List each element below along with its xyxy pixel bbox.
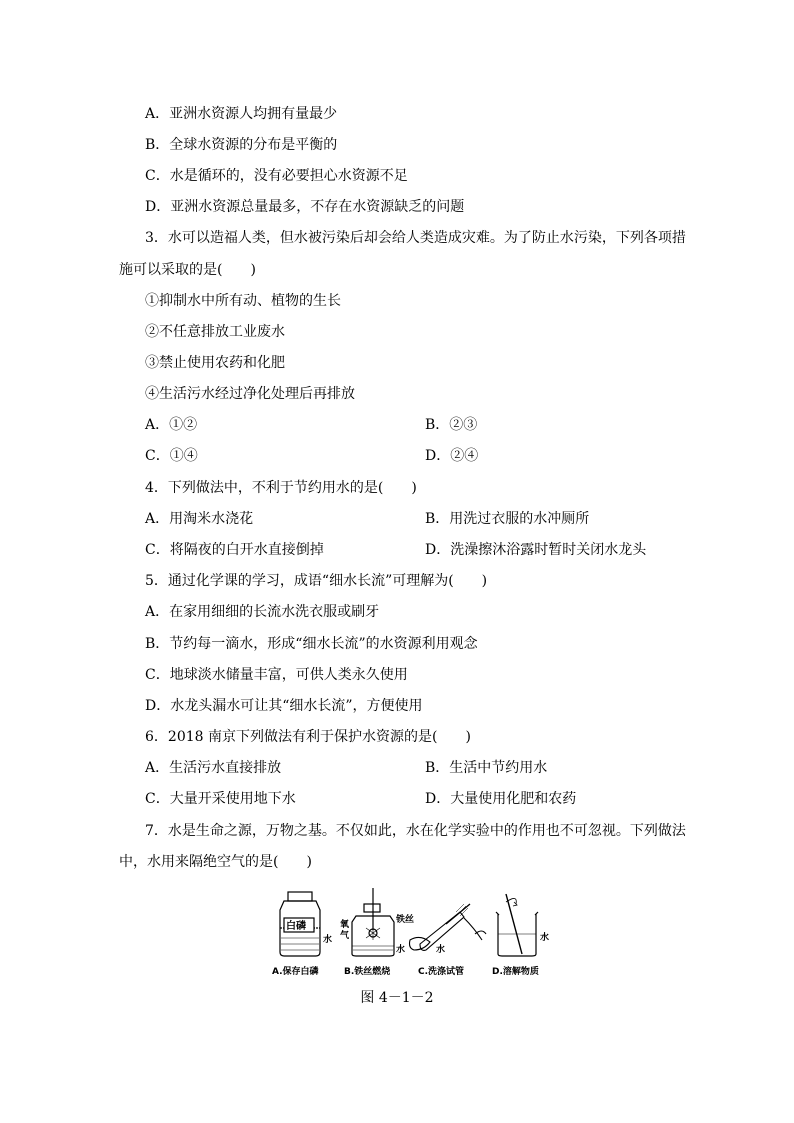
q3-item-1: ①抑制水中所有动、植物的生长 (145, 293, 341, 309)
gas-jar-apparatus (352, 888, 394, 956)
q6-option-b: B．生活中节约用水 (425, 760, 548, 776)
fig-label-water-d: 水 (540, 933, 550, 943)
q5-option-b: B．节约每一滴水，形成“细水长流”的水资源利用观念 (145, 636, 478, 652)
experiment-figure (270, 888, 560, 978)
q3-stem-line1: 3．水可以造福人类，但水被污染后却会给人类造成灾难。为了防止水污染，下列各项措 (145, 230, 686, 246)
fig-label-iron-wire: 铁丝 (396, 915, 415, 925)
q6-option-d: D．大量使用化肥和农药 (425, 791, 577, 807)
fig-label-bailin: 白磷 (286, 921, 306, 932)
q3-option-c: C．①④ (145, 448, 198, 464)
q6-option-c: C．大量开采使用地下水 (145, 791, 296, 807)
q2-option-c: C．水是循环的，没有必要担心水资源不足 (145, 168, 408, 184)
figure-number: 图 4－1－2 (360, 990, 434, 1006)
beaker-apparatus (496, 894, 538, 956)
fig-caption-d: D.溶解物质 (492, 967, 539, 977)
q5-option-d: D．水龙头漏水可让其“细水长流”，方便使用 (145, 698, 423, 714)
fig-label-water-a: 水 (323, 935, 333, 945)
q2-option-a: A．亚洲水资源人均拥有量最少 (145, 106, 338, 122)
q7-stem-line1: 7．水是生命之源，万物之基。不仅如此，水在化学实验中的作用也不可忽视。下列做法 (145, 823, 686, 839)
fig-label-oxygen-2: 气 (340, 931, 350, 941)
fig-label-oxygen-1: 氧 (340, 920, 350, 930)
test-tube-apparatus (410, 904, 487, 950)
q4-option-c: C．将隔夜的白开水直接倒掉 (145, 542, 324, 558)
q3-option-d: D．②④ (425, 448, 479, 464)
q3-option-a: A．①② (145, 417, 198, 433)
fig-caption-c: C.洗涤试管 (418, 967, 465, 977)
q3-option-b: B．②③ (425, 417, 478, 433)
experiment-illustration (270, 888, 560, 978)
q3-item-3: ③禁止使用农药和化肥 (145, 355, 285, 371)
q6-stem: 6．2018 南京下列做法有利于保护水资源的是( ) (145, 729, 471, 745)
q4-option-d: D．洗澡擦沐浴露时暂时关闭水龙头 (425, 542, 647, 558)
fig-caption-a: A.保存白磷 (272, 967, 319, 977)
q4-option-a: A．用淘米水浇花 (145, 511, 254, 527)
q4-option-b: B．用洗过衣服的水冲厕所 (425, 511, 590, 527)
fig-label-water-b: 水 (396, 945, 406, 955)
q3-item-2: ②不任意排放工业废水 (145, 324, 285, 340)
q6-option-a: A．生活污水直接排放 (145, 760, 282, 776)
q3-stem-line2: 施可以采取的是( ) (119, 262, 256, 278)
q3-item-4: ④生活污水经过净化处理后再排放 (145, 386, 355, 402)
q4-stem: 4．下列做法中，不利于节约用水的是( ) (145, 480, 417, 496)
q5-option-c: C．地球淡水储量丰富，可供人类永久使用 (145, 667, 408, 683)
q2-option-d: D．亚洲水资源总量最多，不存在水资源缺乏的问题 (145, 199, 465, 215)
q5-option-a: A．在家用细细的长流水洗衣服或刷牙 (145, 604, 380, 620)
fig-label-water-c: 水 (436, 945, 446, 955)
q5-stem: 5．通过化学课的学习，成语“细水长流”可理解为( ) (145, 573, 488, 589)
q7-stem-line2: 中，水用来隔绝空气的是( ) (119, 854, 312, 870)
q2-option-b: B．全球水资源的分布是平衡的 (145, 137, 338, 153)
fig-caption-b: B.铁丝燃烧 (344, 967, 391, 977)
